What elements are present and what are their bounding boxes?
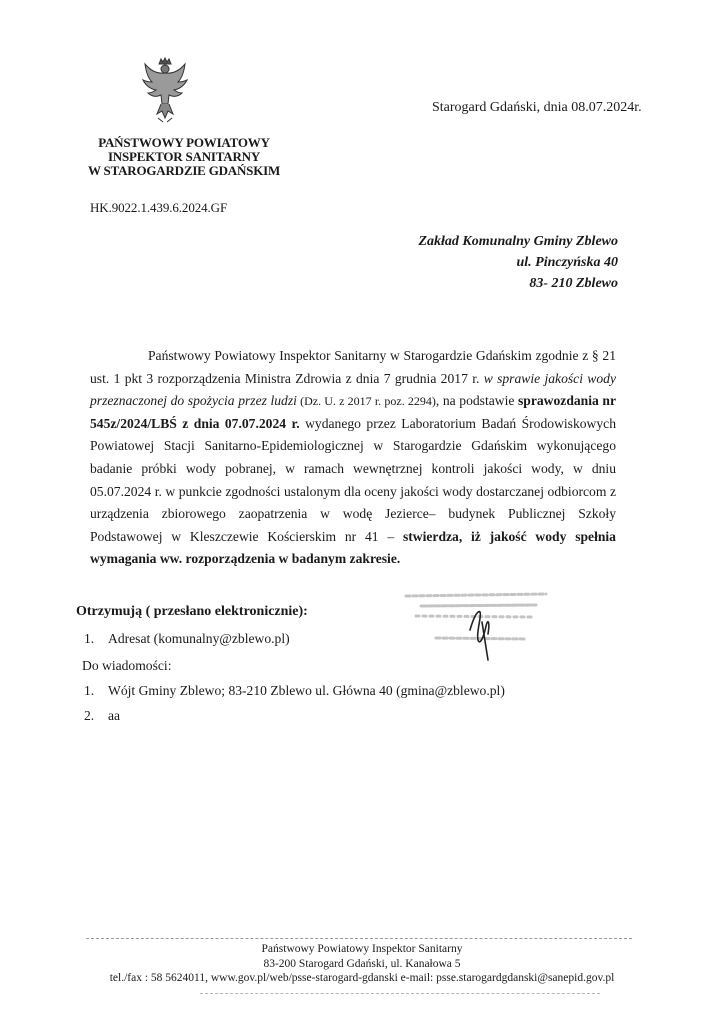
signature-stamp-icon bbox=[396, 586, 556, 676]
cc-heading: Do wiadomości: bbox=[82, 658, 172, 673]
recipients-heading: Otrzymują ( przesłano elektronicznie): bbox=[76, 604, 308, 619]
addressee-block bbox=[418, 231, 618, 294]
authority-line: PAŃSTWOWY POWIATOWY bbox=[98, 135, 270, 150]
authority-line: INSPEKTOR SANITARNY bbox=[107, 149, 261, 164]
journal-reference: (Dz. U. z 2017 r. poz. 2294) bbox=[296, 394, 436, 409]
list-number: 1. bbox=[84, 683, 95, 698]
list-item bbox=[84, 683, 505, 699]
footer-divider bbox=[86, 938, 632, 939]
cc-recipient-text: aa bbox=[108, 708, 121, 723]
cc-recipient-text: Wójt Gminy Zblewo; 83-210 Zblewo ul. Główna 40 (gmina@zblewo.pl) bbox=[108, 683, 505, 698]
reference-number: HK.9022.1.439.6.2024.GF bbox=[90, 200, 228, 215]
footer-divider bbox=[200, 993, 600, 994]
footer-line: 83-200 Starogard Gdański, ul. Kanałowa 5 bbox=[263, 957, 461, 970]
addressee-name: Zakład Komunalny Gminy Zblewo bbox=[418, 234, 618, 249]
list-number: 1. bbox=[84, 631, 95, 646]
issuing-authority bbox=[84, 136, 284, 178]
authority-line: W STAROGARDZIE GDAŃSKIM bbox=[87, 163, 281, 178]
place-and-date: Starogard Gdański, dnia 08.07.2024r. bbox=[432, 100, 642, 115]
list-number: 2. bbox=[84, 708, 95, 723]
addressee-city: 83- 210 Zblewo bbox=[529, 276, 618, 291]
recipient-text: Adresat (komunalny@zblewo.pl) bbox=[108, 631, 290, 646]
conclusion: stwierdza, iż jakość wody spełnia wymagania ww. rozporządzenia w badanym zakresie. bbox=[90, 528, 616, 567]
list-item bbox=[84, 708, 120, 724]
body-text-part: , na podstawie bbox=[435, 393, 518, 409]
report-reference: sprawozdania nr 545z/2024/LBŚ z dnia 07.07.2024 r. bbox=[90, 393, 616, 431]
footer-line: Państwowy Powiatowy Inspektor Sanitarny bbox=[261, 943, 463, 955]
footer-line: tel./fax : 58 5624011, www.gov.pl/web/psse-starogard-gdanski e-mail: psse.starogardgdanski@sanepid.gov.pl bbox=[109, 972, 615, 984]
addressee-street: ul. Pinczyńska 40 bbox=[516, 255, 618, 270]
polish-eagle-emblem-icon bbox=[142, 56, 188, 128]
list-item bbox=[84, 631, 290, 647]
body-paragraph bbox=[90, 345, 616, 571]
body-text-part: Państwowy Powiatowy Inspektor Sanitarny w Starogardzie Gdańskim zgodnie z § 21 ust. 1 pkt 3 rozporządzenia Ministra Zdrowia z dnia 7 grudnia 2017 r. bbox=[90, 348, 616, 386]
regulation-title: w sprawie jakości wody przeznaczonej do spożycia przez ludzi bbox=[90, 370, 616, 409]
body-text-part: wydanego przez Laboratorium Badań Środowiskowych Powiatowej Stacji Sanitarno-Epidemiologicznej w Starogardzie Gdańskim wykonującego badanie próbki wody pobranej, w ramach wewnętrznej kontroli jakości wody, w dniu 05.07.2024 r. w punkcie zgodności ustalonym dla oceny jakości wody dostarczanej odbiorcom z urządzenia zbiorowego zaopatrzenia w wodę Jezierce– budynek Publicznej Szkoły Podstawowej w Kleszczewie Kościerskim nr 41 – bbox=[90, 415, 616, 544]
footer bbox=[60, 942, 664, 986]
